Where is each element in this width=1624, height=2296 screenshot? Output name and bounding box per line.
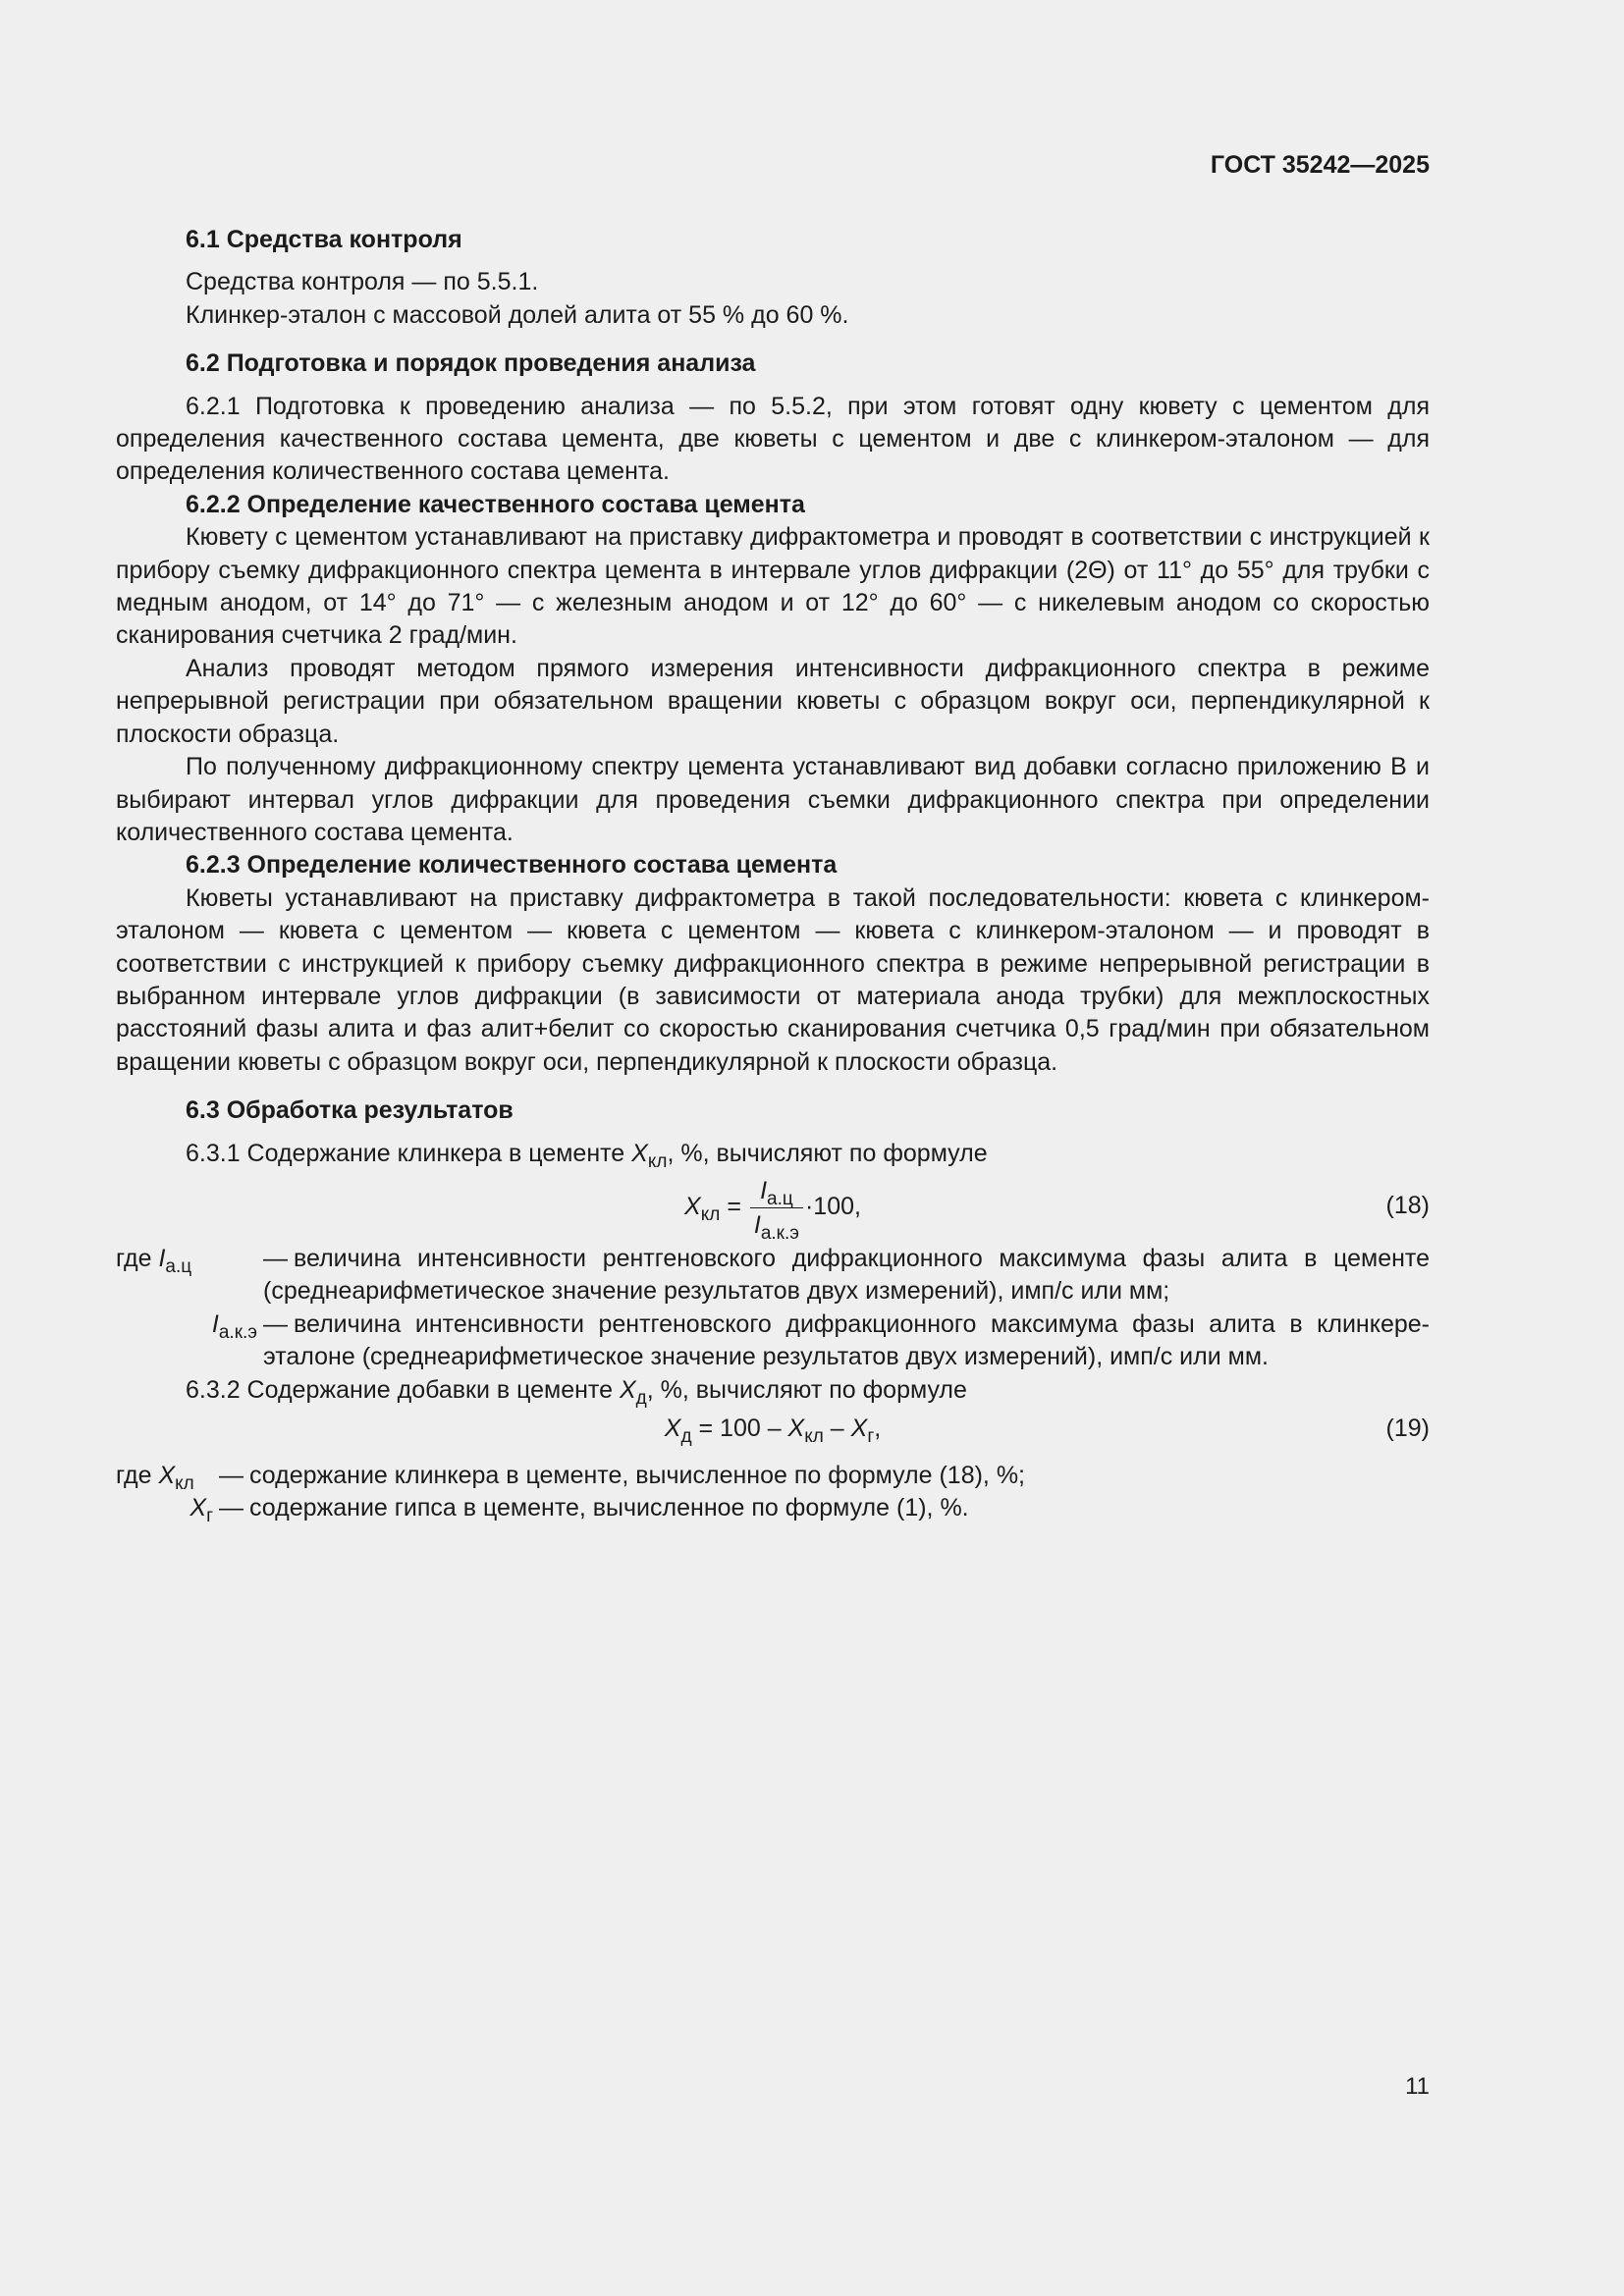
where-definition: — величина интенсивности рентгеновского дифракционного максимума фазы алита в клинкере-эталоне (среднеарифметическое значение результатов двух измерений), имп/с или мм. xyxy=(263,1309,1430,1371)
para-6-2-2-c: По полученному дифракционному спектру цемента устанавливают вид добавки согласно приложению В и выбирают интервал углов дифракции для проведения съемки дифракционного спектра при определении количественного состава цемента. xyxy=(116,753,1430,846)
where-symbol: где $X_{кл}$ xyxy=(116,1462,194,1494)
fraction: $\frac{I_{а.ц}}{I_{а.к.э}}$ xyxy=(750,1176,803,1240)
formula-19: $X_д = 100 - X_{кл} - X_г$, (19) xyxy=(664,1415,1430,1447)
para-6-3-2: 6.3.2 Содержание добавки в цементе $X_д$, %, вычисляют по формуле xyxy=(186,1375,967,1409)
section-6-2-heading: 6.2 Подготовка и порядок проведения анализа xyxy=(186,349,756,378)
section-6-1-heading: 6.1 Средства контроля xyxy=(186,226,462,253)
s61-line-2: Клинкер-эталон с массовой долей алита от 55 % до 60 %. xyxy=(186,300,849,329)
page-number: 11 xyxy=(1405,2073,1430,2100)
where-definition: — содержание клинкера в цементе, вычисленное по формуле (18), %; xyxy=(219,1462,1026,1489)
para-6-2-2-a: Кювету с цементом устанавливают на приставку дифрактометра и проводят в соответствии с инструкцией к прибору съемку дифракционного спектра цемента в интервале углов дифракции (2Θ) от 11° до 55° для трубки с медным анодом, от 14° до 71° — с железным анодом и от 12° до 60° — с никелевым анодом со скоростью сканирования счетчика 2 град/мин. xyxy=(116,523,1430,650)
where-symbol: где $I_{а.ц}$ xyxy=(116,1244,192,1277)
document-body xyxy=(116,224,1430,1525)
para-6-2-3: Кюветы устанавливают на приставку дифрактометра в такой последовательности: кювета с клинкером-эталоном — кювета с цементом — кювета с цементом — кювета с клинкером-эталоном — и проводят в соответствии с инструкцией к прибору съемку дифракционного спектра в режиме непрерывной регистрации в выбранном интервале углов дифракции (в зависимости от материала анода трубки) для межплоскостных расстояний фазы алита и фаз алит+белит со скоростью сканирования счетчика 0,5 град/мин при обязательном вращении кюветы с образцом вокруг оси, перпендикулярной к плоскости образца. xyxy=(116,883,1430,1076)
where-symbol: $I_{а.к.э}$ xyxy=(211,1309,257,1343)
where-definition: — содержание гипса в цементе, вычисленное по формуле (1), %. xyxy=(219,1494,969,1522)
formula-18: $X_{кл}$ = $\frac{I_{а.ц}}{I_{а.к.э}}$ ·100, (18) xyxy=(684,1176,1430,1244)
heading-6-2-2: 6.2.2 Определение качественного состава цемента xyxy=(186,490,805,518)
where-list-18 xyxy=(116,1243,1430,1374)
para-6-3-1: 6.3.1 Содержание клинкера в цементе $X_{кл}$, %, вычисляют по формуле xyxy=(186,1139,988,1172)
where-definition: — величина интенсивности рентгеновского дифракционного максимума фазы алита в цементе (среднеарифметическое значение результатов двух измерений), имп/с или мм; xyxy=(263,1244,1430,1306)
para-6-2-1: 6.2.1 Подготовка к проведению анализа — по 5.5.2, при этом готовят одну кювету с цементом для определения качественного состава цемента, две кюветы с цементом и две с клинкером-эталоном — для определения количественного состава цемента. xyxy=(116,392,1430,486)
heading-6-2-3: 6.2.3 Определение количественного состава цемента xyxy=(186,851,838,880)
s61-line-1: Средства контроля — по 5.5.1. xyxy=(186,268,539,296)
para-6-2-2-b: Анализ проводят методом прямого измерения интенсивности дифракционного спектра в режиме непрерывной регистрации при обязательном вращении кюветы с образцом вокруг оси, перпендикулярной к плоскости образца. xyxy=(116,654,1430,748)
formula-number-18: (18) xyxy=(1385,1191,1430,1219)
where-list-19 xyxy=(116,1460,1430,1525)
document-code: ГОСТ 35242—2025 xyxy=(1210,151,1430,179)
where-symbol: $X_г$ xyxy=(189,1494,213,1527)
formula-number-19: (19) xyxy=(1385,1415,1430,1442)
section-6-3-heading: 6.3 Обработка результатов xyxy=(186,1096,514,1125)
